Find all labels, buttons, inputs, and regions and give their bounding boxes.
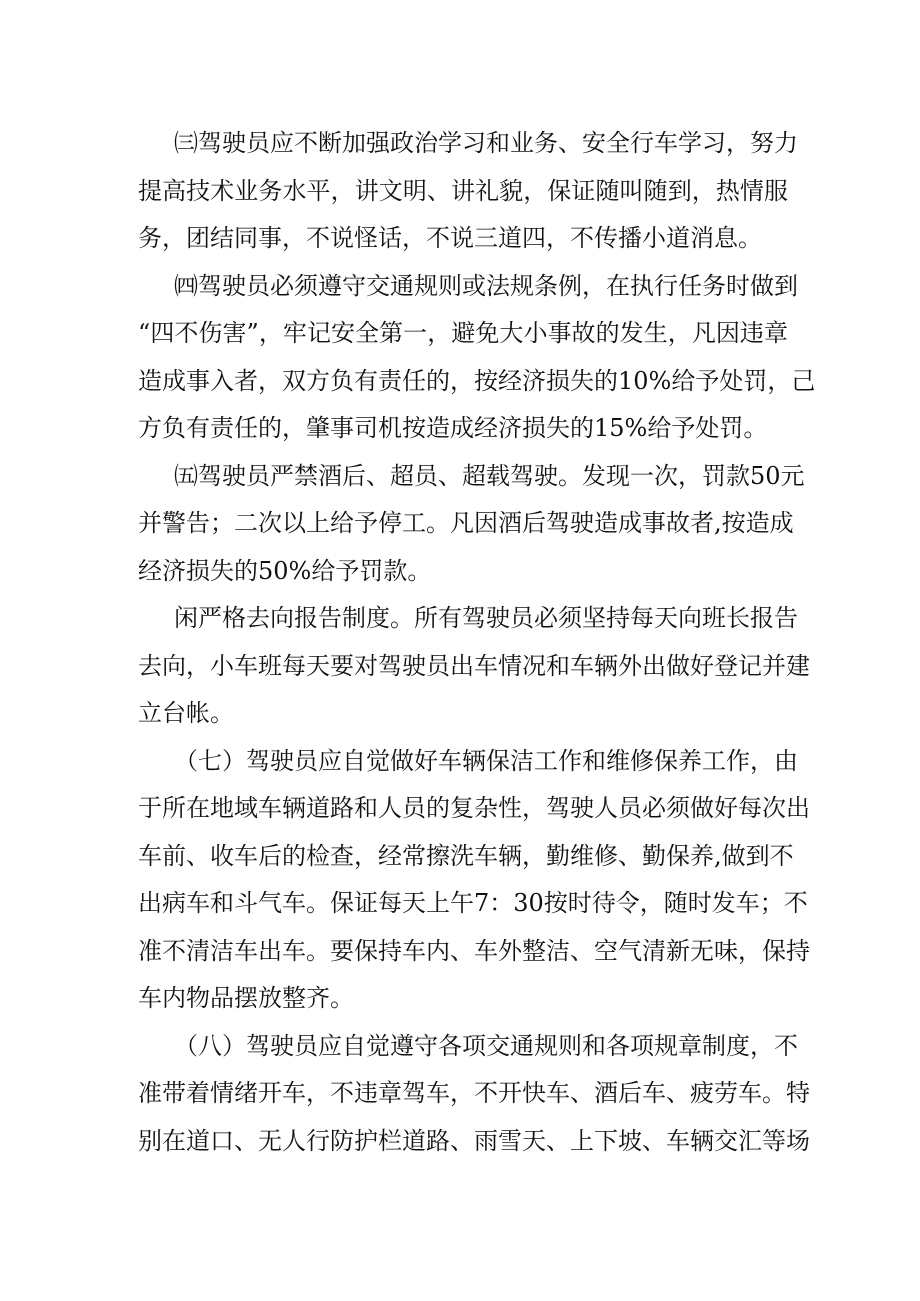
paragraph-item-6 [138,595,810,738]
text-line: 经济损失的50%给予罚款。 [138,556,432,585]
paragraph-item-7 [138,738,810,1023]
text-line: 提高技术业务水平，讲文明、讲礼貌，保证随叫随到，热情服 [138,176,788,205]
text-line: ㈢驾驶员应不断加强政治学习和业务、安全行车学习，努力 [174,129,798,157]
text-line: 去向，小车班每天要对驾驶员出车情况和车辆外出做好登记并建 [138,651,810,680]
text-line: 出病车和斗气车。保证每天上午7：30按时待令，随时发车；不 [138,889,808,917]
text-line: ㈣驾驶员必须遵守交通规则或法规条例，在执行任务时做到 [174,271,798,300]
text-line: 方负有责任的，肇事司机按造成经济损失的15%给予处罚。 [138,414,768,442]
document-body [138,120,816,1165]
text-line: 并警告；二次以上给予停工。凡因酒后驾驶造成事故者,按造成 [138,509,794,537]
text-line: 务，团结同事，不说怪话，不说三道四，不传播小道消息。 [138,224,762,252]
text-line: 造成事入者，双方负有责任的，按经济损失的10%给予处罚，己 [138,366,816,395]
text-line: （八）驾驶员应自觉遵守各项交通规则和各项规章制度，不 [174,1031,798,1060]
text-line: ㈤驾驶员严禁酒后、超员、超载驾驶。发现一次，罚款50元 [174,461,805,490]
text-line: 车内物品摆放整齐。 [138,984,354,1012]
paragraph-item-3 [138,120,798,263]
text-line: 别在道口、无人行防护栏道路、雨雪天、上下坡、车辆交汇等场 [138,1126,810,1155]
text-line: （七）驾驶员应自觉做好车辆保洁工作和维修保养工作，由 [174,746,798,775]
paragraph-item-4 [138,263,816,453]
text-line: 立台帐。 [138,699,234,727]
text-line: 闲严格去向报告制度。所有驾驶员必须坚持每天向班长报告 [174,604,798,632]
paragraph-item-8 [138,1023,810,1166]
text-line: “四不伤害”，牢记安全第一，避免大小事故的发生，凡因违章 [138,319,788,347]
text-line: 准带着情绪开车，不违章驾车，不开快车、酒后车、疲劳车。特 [138,1079,810,1107]
text-line: 准不清洁车出车。要保持车内、车外整洁、空气清新无味，保持 [138,936,810,965]
text-line: 于所在地域车辆道路和人员的复杂性，驾驶人员必须做好每次出 [138,794,810,822]
paragraph-item-5 [138,453,805,596]
text-line: 车前、收车后的检查，经常擦洗车辆，勤维修、勤保养,做到不 [138,841,794,870]
